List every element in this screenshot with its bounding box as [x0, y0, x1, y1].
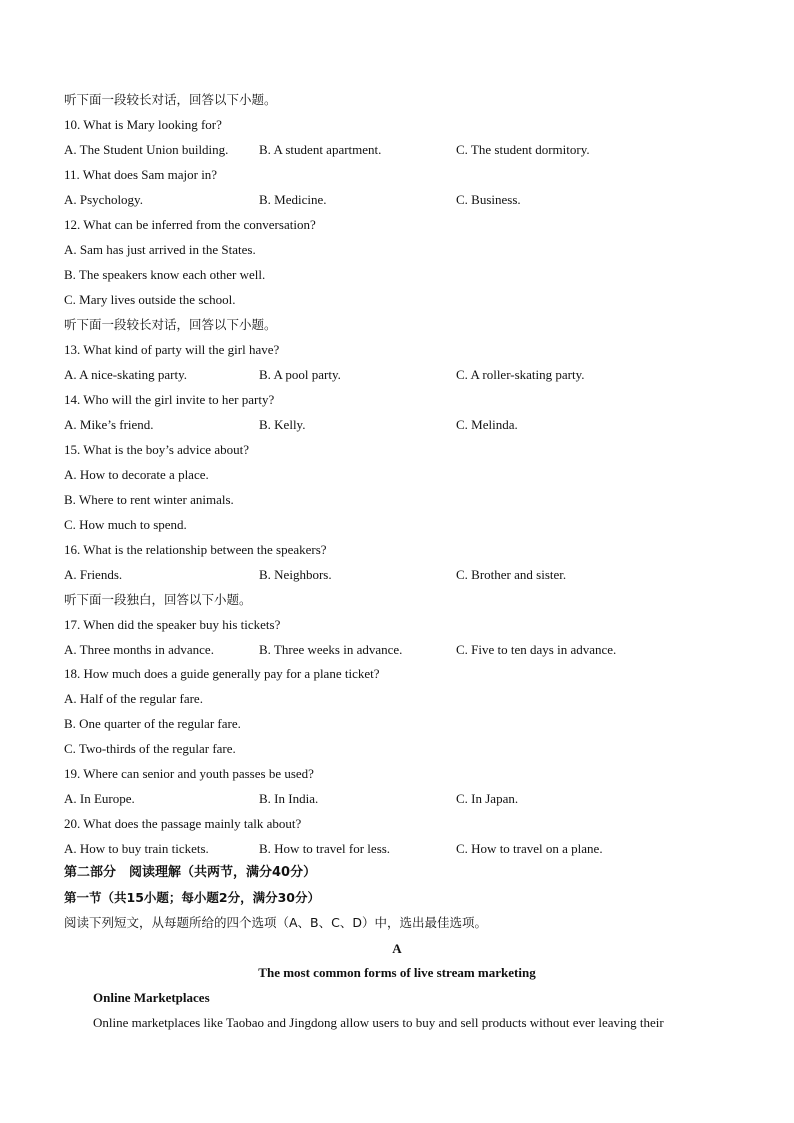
question-14-stem: 14. Who will the girl invite to her party? — [64, 392, 275, 407]
question-12-stem: 12. What can be inferred from the conversation? — [64, 217, 316, 232]
question-11-option-c: C. Business. — [456, 192, 521, 207]
question-14-option-c: C. Melinda. — [456, 417, 518, 432]
section-instruction-1: 听下面一段较长对话，回答以下小题。 — [64, 92, 277, 107]
question-10-option-a: A. The Student Union building. — [64, 142, 229, 157]
section-instruction-2: 听下面一段较长对话，回答以下小题。 — [64, 317, 277, 332]
section-one-title: 第一节（共15小题；每小题2分，满分30分） — [64, 890, 320, 905]
question-18-option-c: C. Two-thirds of the regular fare. — [64, 741, 236, 756]
section-instruction-3: 听下面一段独白，回答以下小题。 — [64, 592, 252, 607]
question-17-option-b: B. Three weeks in advance. — [259, 642, 403, 657]
reading-instruction: 阅读下列短文，从每题所给的四个选项（A、B、C、D）中，选出最佳选项。 — [64, 915, 487, 930]
question-10-option-b: B. A student apartment. — [259, 142, 382, 157]
question-11-option-b: B. Medicine. — [259, 192, 327, 207]
question-15-option-a: A. How to decorate a place. — [64, 467, 209, 482]
passage-subheading: Online Marketplaces — [93, 990, 210, 1005]
question-10-option-c: C. The student dormitory. — [456, 142, 590, 157]
question-14-option-b: B. Kelly. — [259, 417, 306, 432]
question-20-option-c: C. How to travel on a plane. — [456, 841, 603, 856]
passage-paragraph: Online marketplaces like Taobao and Jingdong allow users to buy and sell products without ever leaving their — [93, 1015, 664, 1030]
question-14-option-a: A. Mike’s friend. — [64, 417, 154, 432]
question-16-option-a: A. Friends. — [64, 567, 123, 582]
question-17-option-c: C. Five to ten days in advance. — [456, 642, 617, 657]
question-18-option-b: B. One quarter of the regular fare. — [64, 716, 241, 731]
question-13-option-b: B. A pool party. — [259, 367, 341, 382]
question-17-stem: 17. When did the speaker buy his tickets? — [64, 617, 281, 632]
question-13-option-a: A. A nice-skating party. — [64, 367, 187, 382]
question-20-option-b: B. How to travel for less. — [259, 841, 391, 856]
question-20-option-a: A. How to buy train tickets. — [64, 841, 209, 856]
part-two-title: 第二部分 阅读理解（共两节，满分40分） — [64, 865, 317, 880]
question-13-option-c: C. A roller-skating party. — [456, 367, 585, 382]
question-12-option-b: B. The speakers know each other well. — [64, 267, 266, 282]
question-19-stem: 19. Where can senior and youth passes be used? — [64, 766, 314, 781]
question-20-stem: 20. What does the passage mainly talk about? — [64, 816, 302, 831]
question-11-stem: 11. What does Sam major in? — [64, 167, 218, 182]
question-13-stem: 13. What kind of party will the girl have? — [64, 342, 280, 357]
question-11-option-a: A. Psychology. — [64, 192, 143, 207]
question-12-option-c: C. Mary lives outside the school. — [64, 292, 236, 307]
question-15-option-c: C. How much to spend. — [64, 517, 187, 532]
question-16-option-c: C. Brother and sister. — [456, 567, 567, 582]
question-18-option-a: A. Half of the regular fare. — [64, 691, 203, 706]
question-19-option-a: A. In Europe. — [64, 791, 135, 806]
passage-title: The most common forms of live stream marketing — [258, 965, 536, 980]
passage-letter: A — [392, 941, 402, 956]
question-16-stem: 16. What is the relationship between the speakers? — [64, 542, 327, 557]
question-15-option-b: B. Where to rent winter animals. — [64, 492, 234, 507]
question-17-option-a: A. Three months in advance. — [64, 642, 214, 657]
question-16-option-b: B. Neighbors. — [259, 567, 332, 582]
question-19-option-b: B. In India. — [259, 791, 319, 806]
question-19-option-c: C. In Japan. — [456, 791, 519, 806]
question-10-stem: 10. What is Mary looking for? — [64, 117, 222, 132]
question-12-option-a: A. Sam has just arrived in the States. — [64, 242, 256, 257]
question-15-stem: 15. What is the boy’s advice about? — [64, 442, 249, 457]
question-18-stem: 18. How much does a guide generally pay for a plane ticket? — [64, 666, 380, 681]
